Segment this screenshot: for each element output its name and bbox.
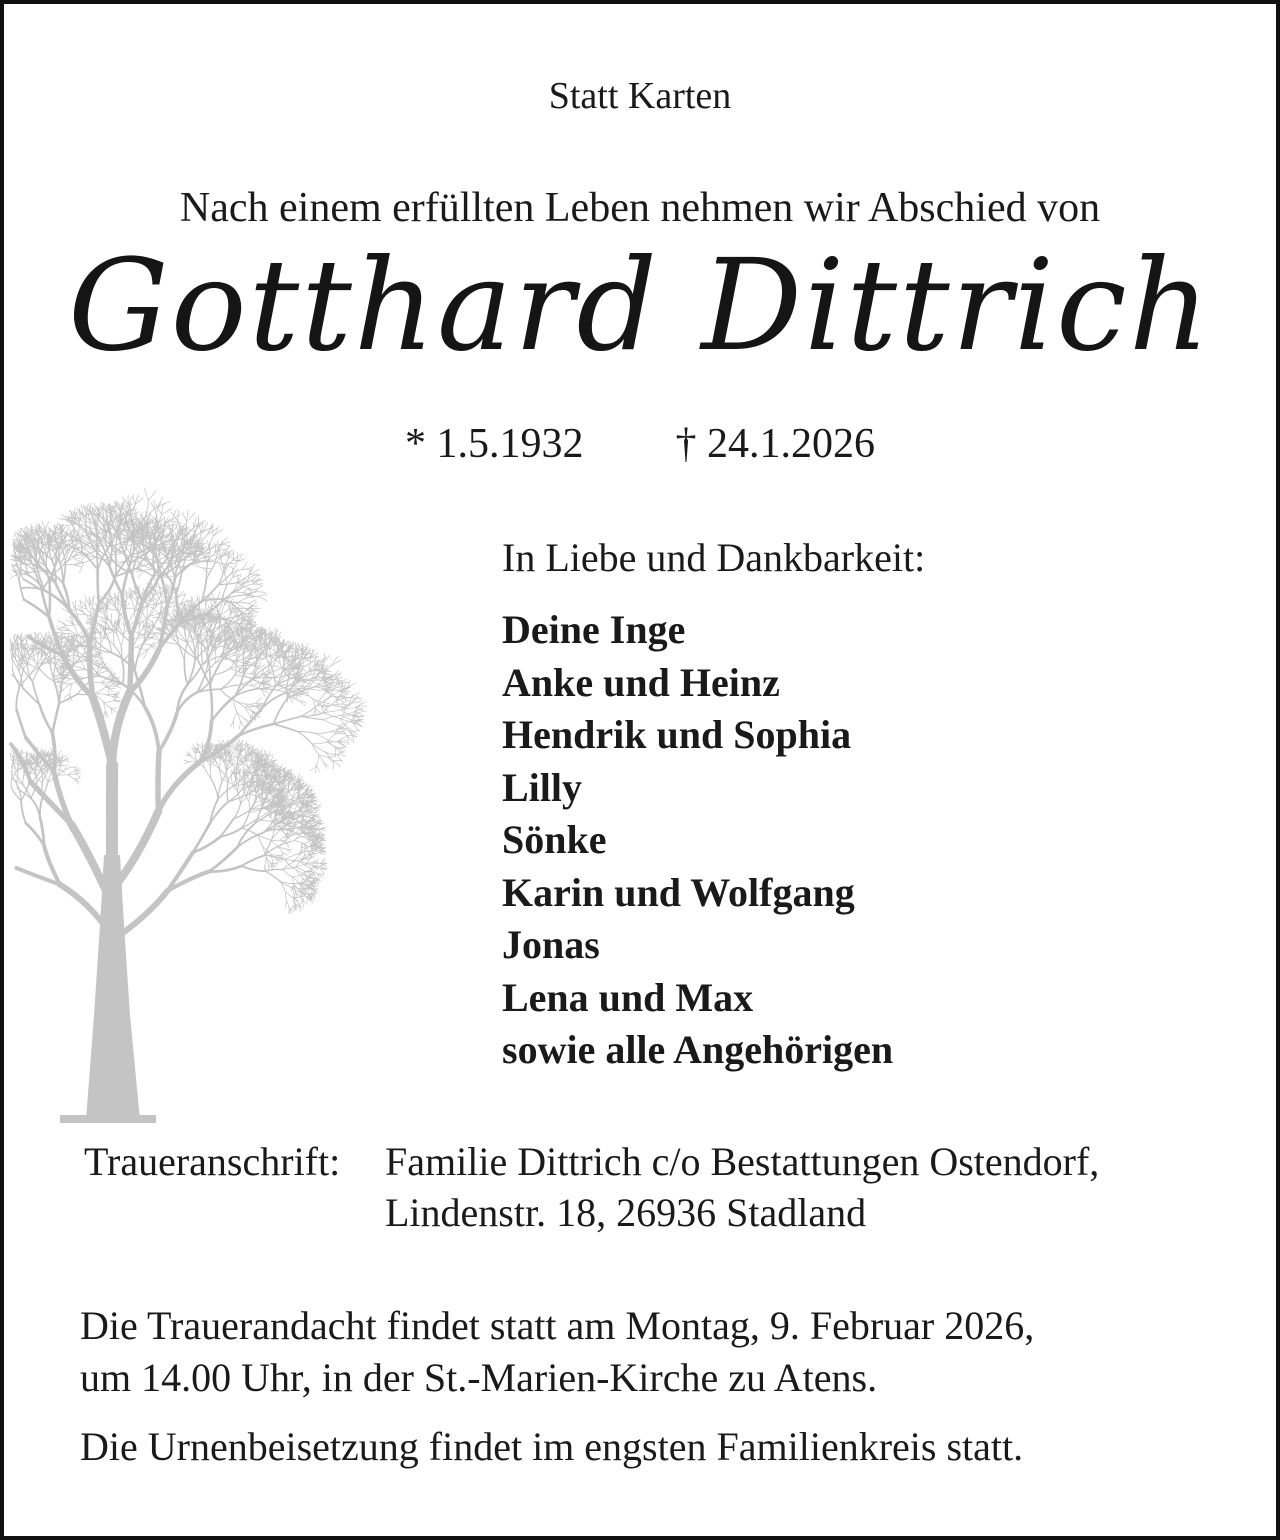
intro-line: Nach einem erfüllten Leben nehmen wir Abschied von <box>179 185 1101 231</box>
address-label: Traueranschrift: <box>84 1139 341 1184</box>
mourner-item: Sönke <box>502 817 607 862</box>
mourner-item: Deine Inge <box>502 607 686 652</box>
burial-info: Die Urnenbeisetzung findet im engsten Familienkreis statt. <box>80 1424 1024 1469</box>
dedication-line: In Liebe und Dankbarkeit: <box>502 535 926 580</box>
mourner-item: sowie alle Angehörigen <box>502 1027 894 1072</box>
mourner-item: Karin und Wolfgang <box>502 869 855 915</box>
address-line: Familie Dittrich c/o Bestattungen Ostendorf, <box>385 1139 1100 1184</box>
mourner-item: Jonas <box>502 922 600 967</box>
service-info: Die Trauerandacht findet statt am Montag, 9. Februar 2026, <box>80 1303 1035 1348</box>
deceased-name: Gotthard Dittrich <box>68 232 1212 379</box>
birth-date: * 1.5.1932 <box>405 421 584 467</box>
mourner-item: Hendrik und Sophia <box>502 712 852 757</box>
mourner-item: Lilly <box>502 764 583 810</box>
tree-icon <box>8 455 428 1135</box>
address-line: Lindenstr. 18, 26936 Stadland <box>385 1190 867 1235</box>
mourner-item: Anke und Heinz <box>502 659 780 705</box>
death-date: † 24.1.2026 <box>675 421 875 467</box>
notice-header: Statt Karten <box>548 75 732 117</box>
mourners-list <box>502 604 893 1077</box>
service-info: um 14.00 Uhr, in der St.-Marien-Kirche zu Atens. <box>80 1355 878 1400</box>
mourner-item: Lena und Max <box>502 974 754 1020</box>
